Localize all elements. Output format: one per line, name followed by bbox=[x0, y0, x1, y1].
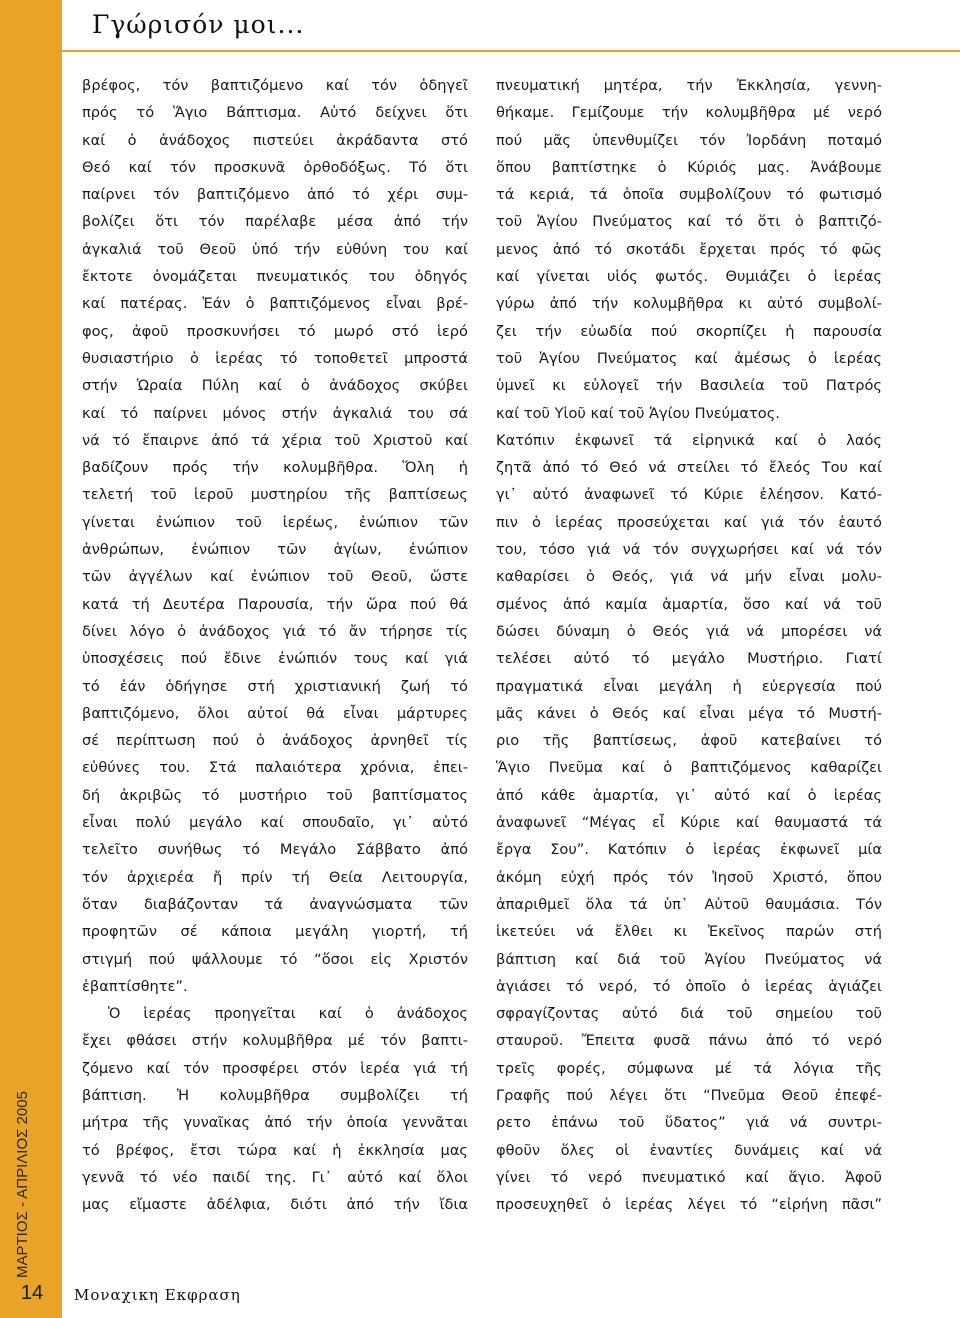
text-line: ὅταν διαβάζονταν τά ἀναγνώσματα τῶν bbox=[82, 895, 468, 913]
text-line: σταυροῦ. Ἔπειτα φυσᾶ πάνω ἀπό τό νερό bbox=[496, 1032, 882, 1050]
text-line: φθοῦν ὅλες οἱ ἐναντίες δυνάμεις καί νά bbox=[496, 1141, 882, 1159]
text-line: ἱκετεύει νά ἔλθει κι Ἐκεῖνος παρών στή bbox=[496, 923, 882, 941]
right-text-column bbox=[496, 72, 882, 1218]
text-line: πρός τό Ἅγιο Βάπτισμα. Αὐτό δείχνει ὅτι bbox=[82, 104, 468, 122]
text-line: πραγματικά εἶναι μεγάλη ἡ εὐεργεσία πού bbox=[496, 677, 882, 695]
text-line: παίρνει τόν βαπτιζόμενο ἀπό τό χέρι συμ- bbox=[82, 186, 468, 204]
text-line: βάπτιση καί διά τοῦ Ἁγίου Πνεύματος νά bbox=[496, 950, 882, 968]
text-line: ὑποσχέσεις πού ἔδινε ἐνώπιόν τους καί γιά bbox=[82, 650, 468, 668]
text-line: ἀπαριθμεῖ ὅλα τά ὑπ᾿ Αὐτοῦ θαυμάσια. Τόν bbox=[496, 895, 882, 913]
text-line: τοῦ Ἁγίου Πνεύματος καί ἀμέσως ὁ ἱερέας bbox=[496, 349, 882, 367]
text-line: γι᾿ αὐτό ἀναφωνεῖ τό Κύριε ἐλέησον. Κατό- bbox=[496, 486, 882, 504]
text-line: Κατόπιν ἐκφωνεῖ τά εἰρηνικά καί ὁ λαός bbox=[496, 431, 882, 449]
text-line: τόν ἀρχιερέα ἤ πρίν τή Θεία Λειτουργία, bbox=[82, 868, 468, 886]
text-line: μήτρα τῆς γυναῖκας ἀπό τήν ὁποία γεννᾶται bbox=[82, 1114, 468, 1132]
text-line: καί γίνεται υἱός φωτός. Θυμιάζει ὁ ἱερέας bbox=[496, 268, 882, 286]
text-line: ἁγιάσει τό νερό, τό ὁποῖο ὁ ἱερέας ἁγιάζει bbox=[496, 977, 882, 995]
text-line: βαδίζουν πρός τήν κολυμβῆθρα. Ὅλη ἡ bbox=[82, 459, 468, 477]
text-line: εὐθύνες του. Στά παλαιότερα χρόνια, ἐπει- bbox=[82, 759, 468, 777]
text-line: τρεῖς φορές, σύμφωνα μέ τά λόγια τῆς bbox=[496, 1059, 882, 1077]
text-line: προφητῶν σέ κάποια μεγάλη γιορτή, τή bbox=[82, 923, 468, 941]
text-line: καί τό παίρνει μόνος στήν ἀγκαλιά του σά bbox=[82, 404, 468, 422]
text-line: ἀναφωνεῖ “Μέγας εἶ Κύριε καί θαυμαστά τά bbox=[496, 814, 882, 832]
text-line: εἶναι πολύ μεγάλο καί σπουδαῖο, γι᾿ αὐτό bbox=[82, 814, 468, 832]
text-line: μας εἴμαστε ἀδέλφια, διότι ἀπό τήν ἴδια bbox=[82, 1196, 468, 1214]
page-number: 14 bbox=[20, 1282, 44, 1304]
text-line: προσευχηθεῖ ὁ ἱερέας λέγει τό “εἰρήνη πᾶσι” bbox=[496, 1196, 882, 1214]
text-line: βαπτιζόμενο, ὅλοι αὐτοί θά εἶναι μάρτυρες bbox=[82, 704, 468, 722]
text-line: δίνει λόγο ὁ ἀνάδοχος γιά τό ἄν τήρησε τίς bbox=[82, 622, 468, 640]
text-line: πιν ὁ ἱερέας προσεύχεται καί γιά τόν ἑαυτό bbox=[496, 513, 882, 531]
text-line: τά κεριά, τά ὁποῖα συμβολίζουν τό φωτισμό bbox=[496, 186, 882, 204]
text-line: ζητᾶ ἀπό τό Θεό νά στείλει τό ἔλεός Του καί bbox=[496, 459, 882, 477]
text-line: τοῦ Ἁγίου Πνεύματος καί τό ὅτι ὁ βαπτιζό- bbox=[496, 213, 882, 231]
text-line: νά τό ἔπαιρνε ἀπό τά χέρια τοῦ Χριστοῦ καί bbox=[82, 431, 468, 449]
text-line: στιγμή πού ψάλλουμε τό “ὅσοι εἰς Χριστόν bbox=[82, 950, 468, 968]
text-line: καθαρίσει ὁ Θεός, γιά νά μήν εἶναι μολυ- bbox=[496, 568, 882, 586]
text-line: ὅπου βαπτίστηκε ὁ Κύριός μας. Ἀνάβουμε bbox=[496, 158, 882, 176]
text-line: τό ἐάν ὁδήγησε στή χριστιανική ζωή τό bbox=[82, 677, 468, 695]
text-line: δή ἀκριβῶς τό μυστήριο τοῦ βαπτίσματος bbox=[82, 786, 468, 804]
text-line: ριο τῆς βαπτίσεως, ἀφοῦ κατεβαίνει τό bbox=[496, 732, 882, 750]
text-line: καί τοῦ Υἱοῦ καί τοῦ Ἁγίου Πνεύματος. bbox=[496, 404, 780, 422]
text-line: γίνεται ἐνώπιον τοῦ ἱερέως, ἐνώπιον τῶν bbox=[82, 513, 468, 531]
text-line: καί ὁ ἀνάδοχος πιστεύει ἀκράδαντα στό bbox=[82, 131, 468, 149]
text-line: γίνει τό νερό πνευματικό καί ἅγιο. Ἀφοῦ bbox=[496, 1168, 882, 1186]
issue-date: ΜΑΡΤΙΟΣ - ΑΠΡΙΛΙΟΣ 2005 bbox=[14, 1091, 31, 1278]
text-line: πνευματική μητέρα, τήν Ἐκκλησία, γεννη- bbox=[496, 77, 882, 94]
text-line: του, τόσο γιά νά τόν συγχωρήσει καί νά τόν bbox=[496, 541, 882, 559]
text-line: σφραγίζοντας αὐτό διά τοῦ σημείου τοῦ bbox=[496, 1005, 882, 1023]
text-line: σμένος ἀπό καμία ἁμαρτία, ὅσο καί νά τοῦ bbox=[496, 595, 882, 613]
text-line: γύρω ἀπό τήν κολυμβῆθρα κι αὐτό συμβολί- bbox=[496, 295, 882, 313]
left-text-column bbox=[82, 72, 468, 1218]
header-divider bbox=[62, 50, 960, 52]
text-line: στήν Ὡραία Πύλη καί ὁ ἀνάδοχος σκύβει bbox=[82, 377, 468, 395]
text-line: φος, ἀφοῦ προσκυνήσει τό μωρό στό ἱερό bbox=[82, 322, 468, 340]
text-line: μενος ἀπό τό σκοτάδι ἔρχεται πρός τό φῶς bbox=[496, 240, 882, 258]
text-line: Ὁ ἱερέας προηγεῖται καί ὁ ἀνάδοχος bbox=[108, 1005, 468, 1023]
text-line: βρέφος, τόν βαπτιζόμενο καί τόν ὁδηγεῖ bbox=[82, 77, 468, 94]
text-line: κατά τή Δευτέρα Παρουσία, τήν ὥρα πού θά bbox=[82, 595, 468, 613]
text-line: πού μᾶς ὑπενθυμίζει τόν Ἰορδάνη ποταμό bbox=[496, 131, 882, 149]
text-line: ἔχει φθάσει στήν κολυμβῆθρα μέ τόν βαπτι- bbox=[82, 1032, 468, 1050]
text-line: καί πατέρας. Ἐάν ὁ βαπτιζόμενος εἶναι βρέ- bbox=[82, 295, 468, 313]
text-line: μᾶς κάνει ὁ Θεός καί εἶναι μέγα τό Μυστή- bbox=[496, 704, 882, 722]
text-line: βολίζει ὅτι τόν παρέλαβε μέσα ἀπό τήν bbox=[82, 213, 468, 231]
text-line: Ἅγιο Πνεῦμα καί ὁ βαπτιζόμενος καθαρίζει bbox=[496, 759, 882, 777]
text-line: τελέσει αὐτό τό μεγάλο Μυστήριο. Γιατί bbox=[496, 650, 882, 668]
text-line: ὑμνεῖ κι εὐλογεῖ τήν Βασιλεία τοῦ Πατρός bbox=[496, 377, 882, 395]
text-line: δώσει δύναμη ὁ Θεός γιά νά μπορέσει νά bbox=[496, 622, 882, 640]
text-line: ἐβαπτίσθητε”. bbox=[82, 977, 188, 995]
text-line: ἀπό κάθε ἁμαρτία, γι᾿ αὐτό καί ὁ ἱερέας bbox=[496, 786, 882, 804]
header-title: Γγώρισόν μοι... bbox=[92, 10, 305, 39]
text-line: γεννᾶ τό νέο παιδί της. Γι᾿ αὐτό καί ὅλοι bbox=[82, 1168, 468, 1186]
text-line: ἀνθρώπων, ἐνώπιον τῶν ἁγίων, ἐνώπιον bbox=[82, 541, 468, 559]
text-line: τῶν ἀγγέλων καί ἐνώπιον τοῦ Θεοῦ, ὥστε bbox=[82, 568, 468, 586]
text-line: Γραφῆς πού λέγει ὅτι “Πνεῦμα Θεοῦ ἐπεφέ- bbox=[496, 1086, 882, 1104]
text-line: ἀκόμη εὐχή πρός τόν Ἰησοῦ Χριστό, ὅπου bbox=[496, 868, 882, 886]
text-line: Θεό καί τόν προσκυνᾶ ὀρθοδόξως. Τό ὅτι bbox=[82, 158, 468, 176]
text-line: βάπτιση. Ἡ κολυμβῆθρα συμβολίζει τή bbox=[82, 1086, 468, 1104]
text-line: ἀγκαλιά τοῦ Θεοῦ ὑπό τήν εὐθύνη του καί bbox=[82, 240, 468, 258]
text-line: ζει τήν εὐωδία πού σκορπίζει ἡ παρουσία bbox=[496, 322, 882, 340]
sidebar-band bbox=[0, 0, 62, 1318]
text-line: ἔργα Σου”. Κατόπιν ὁ ἱερέας ἐκφωνεῖ μία bbox=[496, 841, 882, 859]
text-line: θυσιαστήριο ὁ ἱερέας τό τοποθετεῖ μπροστά bbox=[82, 349, 468, 367]
text-line: ζόμενο καί τόν προσφέρει στόν ἱερέα γιά τή bbox=[82, 1059, 468, 1077]
text-line: σέ περίπτωση πού ὁ ἀνάδοχος ἀρνηθεῖ τίς bbox=[82, 732, 468, 750]
text-line: θήκαμε. Γεμίζουμε τήν κολυμβῆθρα μέ νερό bbox=[496, 104, 882, 122]
text-line: τελετή τοῦ ἱεροῦ μυστηρίου τῆς βαπτίσεως bbox=[82, 486, 468, 504]
text-line: ρετο ἐπάνω τοῦ ὕδατος” γιά νά συντρι- bbox=[496, 1114, 882, 1132]
text-line: τό βρέφος, ἔτσι τώρα καί ἡ ἐκκλησία μας bbox=[82, 1141, 468, 1159]
text-line: ἔκτοτε ὀνομάζεται πνευματικός του ὁδηγός bbox=[82, 268, 468, 286]
footer-title: Μοναχικη Εκφραση bbox=[74, 1286, 241, 1304]
text-line: τελεῖτο συνήθως τό Μεγάλο Σάββατο ἀπό bbox=[82, 841, 468, 859]
